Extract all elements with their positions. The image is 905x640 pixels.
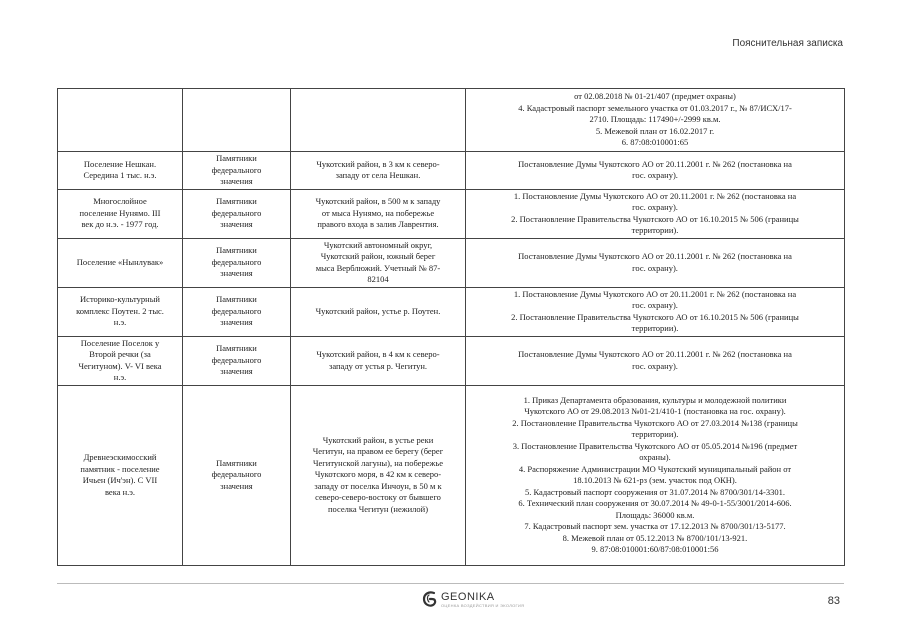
docs-line: 4. Кадастровый паспорт земельного участка от 01.03.2017 г., № 87/ИСХ/17- <box>518 102 792 113</box>
cell-name <box>58 189 183 238</box>
document-header-title: Пояснительная записка <box>732 38 843 49</box>
cell-category-line: федерального <box>211 207 262 218</box>
cell-location-line: Чукотского моря, в 42 км к северо- <box>314 469 442 480</box>
cell-location-line: западу от устья р. Чегитун. <box>328 360 428 371</box>
cell-category-line: значения <box>220 268 253 279</box>
cell-docs-line: гос. охрану). <box>632 300 678 310</box>
cell-location-line: правого входа в залив Лаврентия. <box>317 219 439 230</box>
cell-docs-line: 2. Постановление Правительства Чукотского АО от 16.10.2015 № 506 (границы <box>511 213 799 224</box>
cell-docs <box>466 287 845 336</box>
cell-docs-line: Площадь: 36000 кв.м. <box>615 509 695 520</box>
cell-location-line: 82104 <box>367 274 389 284</box>
cell-category <box>183 189 291 238</box>
cell-docs-line: гос. охрану). <box>632 170 678 181</box>
cell-docs <box>466 385 845 565</box>
cell-name-line: поселение Нунямо. III <box>79 207 161 218</box>
cell-category <box>183 89 291 152</box>
table-row <box>58 189 845 238</box>
cell-name-line: Поселение Нешкан. <box>83 158 157 169</box>
cell-docs-line: 7. Кадастровый паспорт зем. участка от 17.12.2013 № 8700/301/13-5177. <box>524 521 786 531</box>
cell-location-line: Чукотский район, в 500 м к западу <box>315 196 441 207</box>
cell-docs <box>466 89 845 152</box>
cell-docs-line: 6. Технический план сооружения от 30.07.2014 № 49-0-1-55/3001/2014-606. <box>518 498 792 508</box>
cell-docs-line: территории). <box>631 323 679 333</box>
cell-location <box>291 385 466 565</box>
cell-docs-line: 3. Постановление Правительства Чукотского АО от 05.05.2014 №196 (предмет <box>512 440 798 451</box>
cell-name-line: Древнеэскимосский <box>83 452 157 462</box>
cell-name-line: памятник - поселение <box>80 463 160 474</box>
cell-name-line: века н.э. <box>104 486 136 497</box>
cell-docs-line: 2. Постановление Правительства Чукотского АО от 16.10.2015 № 506 (границы <box>511 311 799 322</box>
cell-location <box>291 152 466 190</box>
cell-docs-line: 18.10.2013 № 621-рз (зем. участок под ОКН). <box>573 475 737 485</box>
cell-name-line: Поселение Поселок у <box>80 337 160 348</box>
cell-docs-line: Чукотского АО от 29.08.2013 №01-21/410-1 (постановка на гос. охрану). <box>524 406 786 416</box>
geonika-logo-icon <box>422 590 438 608</box>
cell-location-line: мыса Верблюжий. Учетный № 87- <box>315 262 441 273</box>
cell-location-line: Чукотский автономный округ, <box>323 239 433 250</box>
cell-docs <box>466 152 845 190</box>
cell-category-line: значения <box>220 366 253 377</box>
cell-location-line: Чукотский район, в устье реки <box>322 434 434 445</box>
page-number: 83 <box>827 595 840 607</box>
cell-location <box>291 89 466 152</box>
cell-name <box>58 385 183 565</box>
cell-location-line: Чукотский район, устье р. Поутен. <box>315 305 441 316</box>
table-row <box>58 336 845 385</box>
heritage-sites-table <box>57 88 845 566</box>
cell-name <box>58 89 183 152</box>
cell-location <box>291 287 466 336</box>
docs-line: 5. Межевой план от 16.02.2017 г. <box>595 125 715 136</box>
cell-name-line: Многослойное <box>93 196 147 207</box>
cell-category <box>183 336 291 385</box>
cell-location-line: Чукотский район, в 3 км к северо- <box>316 158 440 169</box>
cell-name-line: н.э. <box>113 372 127 382</box>
cell-name-line: н.э. <box>113 317 127 328</box>
cell-name-line: Историко-культурный <box>80 294 160 305</box>
cell-location-line: поселка Чегитун (нежилой) <box>327 503 429 514</box>
cell-docs-line: 8. Межевой план от 05.12.2013 № 8700/101/13-921. <box>562 532 748 543</box>
cell-name-line: Поселение «Нынлувак» <box>76 256 164 267</box>
cell-docs <box>466 238 845 287</box>
cell-name-line: Чегитуном). V- VI века <box>78 360 162 371</box>
docs-line: 6. 87:08:010001:65 <box>621 137 689 148</box>
cell-name <box>58 238 183 287</box>
cell-docs-line: 4. Распоряжение Администрации МО Чукотский муниципальный район от <box>518 463 792 474</box>
cell-location-line: северо-северо-востоку от бывшего <box>315 492 441 503</box>
cell-name-line: комплекс Поутен. 2 тыс. <box>76 305 164 316</box>
cell-category <box>183 238 291 287</box>
logo-tagline: ОЦЕНКА ВОЗДЕЙСТВИЯ И ЭКОЛОГИЯ <box>441 602 525 608</box>
cell-docs-line: территории). <box>631 429 679 439</box>
logo-name: GEONIKA <box>441 590 495 603</box>
cell-location-line: Чукотский район, южный берег <box>320 251 436 261</box>
cell-category-line: значения <box>220 219 253 230</box>
cell-location-line: западу от села Нешкан. <box>335 170 421 181</box>
cell-category-line: значения <box>220 480 253 491</box>
cell-name <box>58 152 183 190</box>
geonika-logo <box>422 590 524 608</box>
cell-category-line: Памятники <box>216 153 257 163</box>
table-row-continued <box>58 89 845 152</box>
cell-docs-line: Постановление Думы Чукотского АО от 20.11.2001 г. № 262 (постановка на <box>518 349 792 359</box>
cell-name-line: Ичьен (Ич'эн). С VII <box>82 475 158 485</box>
table-row <box>58 238 845 287</box>
cell-location-line: западу от поселка Инчоун, в 50 м к <box>314 480 442 491</box>
cell-category-line: федерального <box>211 354 262 365</box>
cell-location <box>291 336 466 385</box>
cell-category-line: Памятники <box>216 245 257 256</box>
cell-category-line: Памятники <box>216 294 257 305</box>
cell-category <box>183 287 291 336</box>
cell-docs-line: 5. Кадастровый паспорт сооружения от 31.07.2014 № 8700/301/14-3301. <box>524 486 786 497</box>
table-row <box>58 287 845 336</box>
cell-category-line: федерального <box>211 469 262 480</box>
cell-name <box>58 287 183 336</box>
cell-location <box>291 189 466 238</box>
cell-docs-line: Постановление Думы Чукотского АО от 20.11.2001 г. № 262 (постановка на <box>518 158 792 169</box>
cell-docs-line: территории). <box>631 225 679 235</box>
table-row <box>58 385 845 565</box>
cell-category-line: Памятники <box>216 343 257 354</box>
cell-docs <box>466 189 845 238</box>
cell-name <box>58 336 183 385</box>
cell-location-line: Чегитунской лагуны), на побережье <box>313 457 443 468</box>
cell-docs-line: гос. охрану). <box>632 262 678 273</box>
cell-docs-line: 2. Постановление Правительства Чукотского АО от 27.03.2014 №138 (границы <box>512 417 798 428</box>
cell-name-line: Середина 1 тыс. н.э. <box>83 170 157 181</box>
table-row <box>58 152 845 190</box>
cell-category-line: федерального <box>211 305 262 316</box>
docs-line: от 02.08.2018 № 01-21/407 (предмет охраны) <box>574 91 736 102</box>
cell-category-line: Памятники <box>216 196 257 207</box>
docs-line: 2710. Площадь: 117490+/-2999 кв.м. <box>589 114 721 125</box>
cell-docs-line: охраны). <box>639 452 671 462</box>
cell-location-line: Чегитун, на правом ее берегу (берег <box>312 446 444 457</box>
cell-docs-line: гос. охрану). <box>632 360 678 371</box>
cell-docs <box>466 336 845 385</box>
cell-category <box>183 385 291 565</box>
cell-docs-line: гос. охрану). <box>632 202 678 212</box>
cell-docs-line: 1. Постановление Думы Чукотского АО от 20.11.2001 г. № 262 (постановка на <box>513 288 797 299</box>
cell-docs-line: 1. Приказ Департамента образования, культуры и молодежной политики <box>523 394 787 405</box>
footer-divider <box>57 583 844 584</box>
cell-category-line: значения <box>220 317 253 328</box>
cell-location-line: Чукотский район, в 4 км к северо- <box>316 349 440 359</box>
cell-docs-line: Постановление Думы Чукотского АО от 20.11.2001 г. № 262 (постановка на <box>518 251 792 261</box>
cell-category-line: Памятники <box>216 457 257 468</box>
cell-docs-line: 9. 87:08:010001:60/87:08:010001:56 <box>591 544 719 554</box>
cell-docs-line: 1. Постановление Думы Чукотского АО от 20.11.2001 г. № 262 (постановка на <box>513 190 797 201</box>
cell-name-line: Второй речки (за <box>89 349 151 359</box>
cell-category-line: значения <box>220 176 253 186</box>
cell-location <box>291 238 466 287</box>
cell-category-line: федерального <box>211 256 262 267</box>
cell-location-line: от мыса Нунямо, на побережье <box>321 207 435 218</box>
cell-name-line: век до н.э. - 1977 год. <box>81 219 159 230</box>
cell-category-line: федерального <box>211 164 262 175</box>
cell-category <box>183 152 291 190</box>
